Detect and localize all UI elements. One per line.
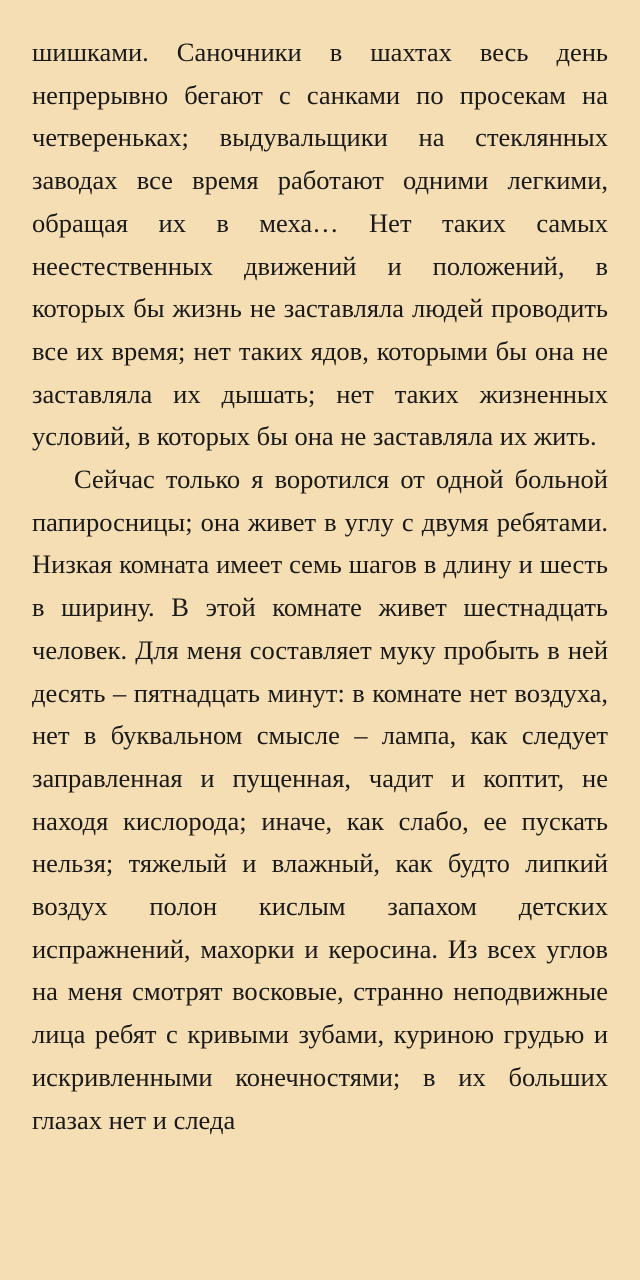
- paragraph: Сейчас только я воротился от одной больной папиросницы; она живет в углу с двумя ребятами. Низкая комната имеет семь шагов в длину и шесть в ширину. В этой комнате живет шестнадцать человек. Для меня составляет муку пробыть в ней десять – пятнадцать минут: в комнате нет воздуха, нет в буквальном смысле – лампа, как следует заправленная и пущенная, чадит и коптит, не находя кислорода; иначе, как слабо, ее пускать нельзя; тяжелый и влажный, как будто липкий воздух полон кислым запахом детских испражнений, махорки и керосина. Из всех углов на меня смотрят восковые, странно неподвижные лица ребят с кривыми зубами, куриною грудью и искривленными конечностями; в их больших глазах нет и следа: [32, 464, 608, 1135]
- paragraph: шишками. Саночники в шахтах весь день непрерывно бегают с санками по просекам на четвереньках; выдувальщики на стеклянных заводах все время работают одними легкими, обращая их в меха… Нет таких самых неестественных движений и положений, в которых бы жизнь не заставляла людей проводить все их время; нет таких ядов, которыми бы она не заставляла их дышать; нет таких жизненных условий, в которых бы она не заставляла их жить.: [32, 37, 608, 452]
